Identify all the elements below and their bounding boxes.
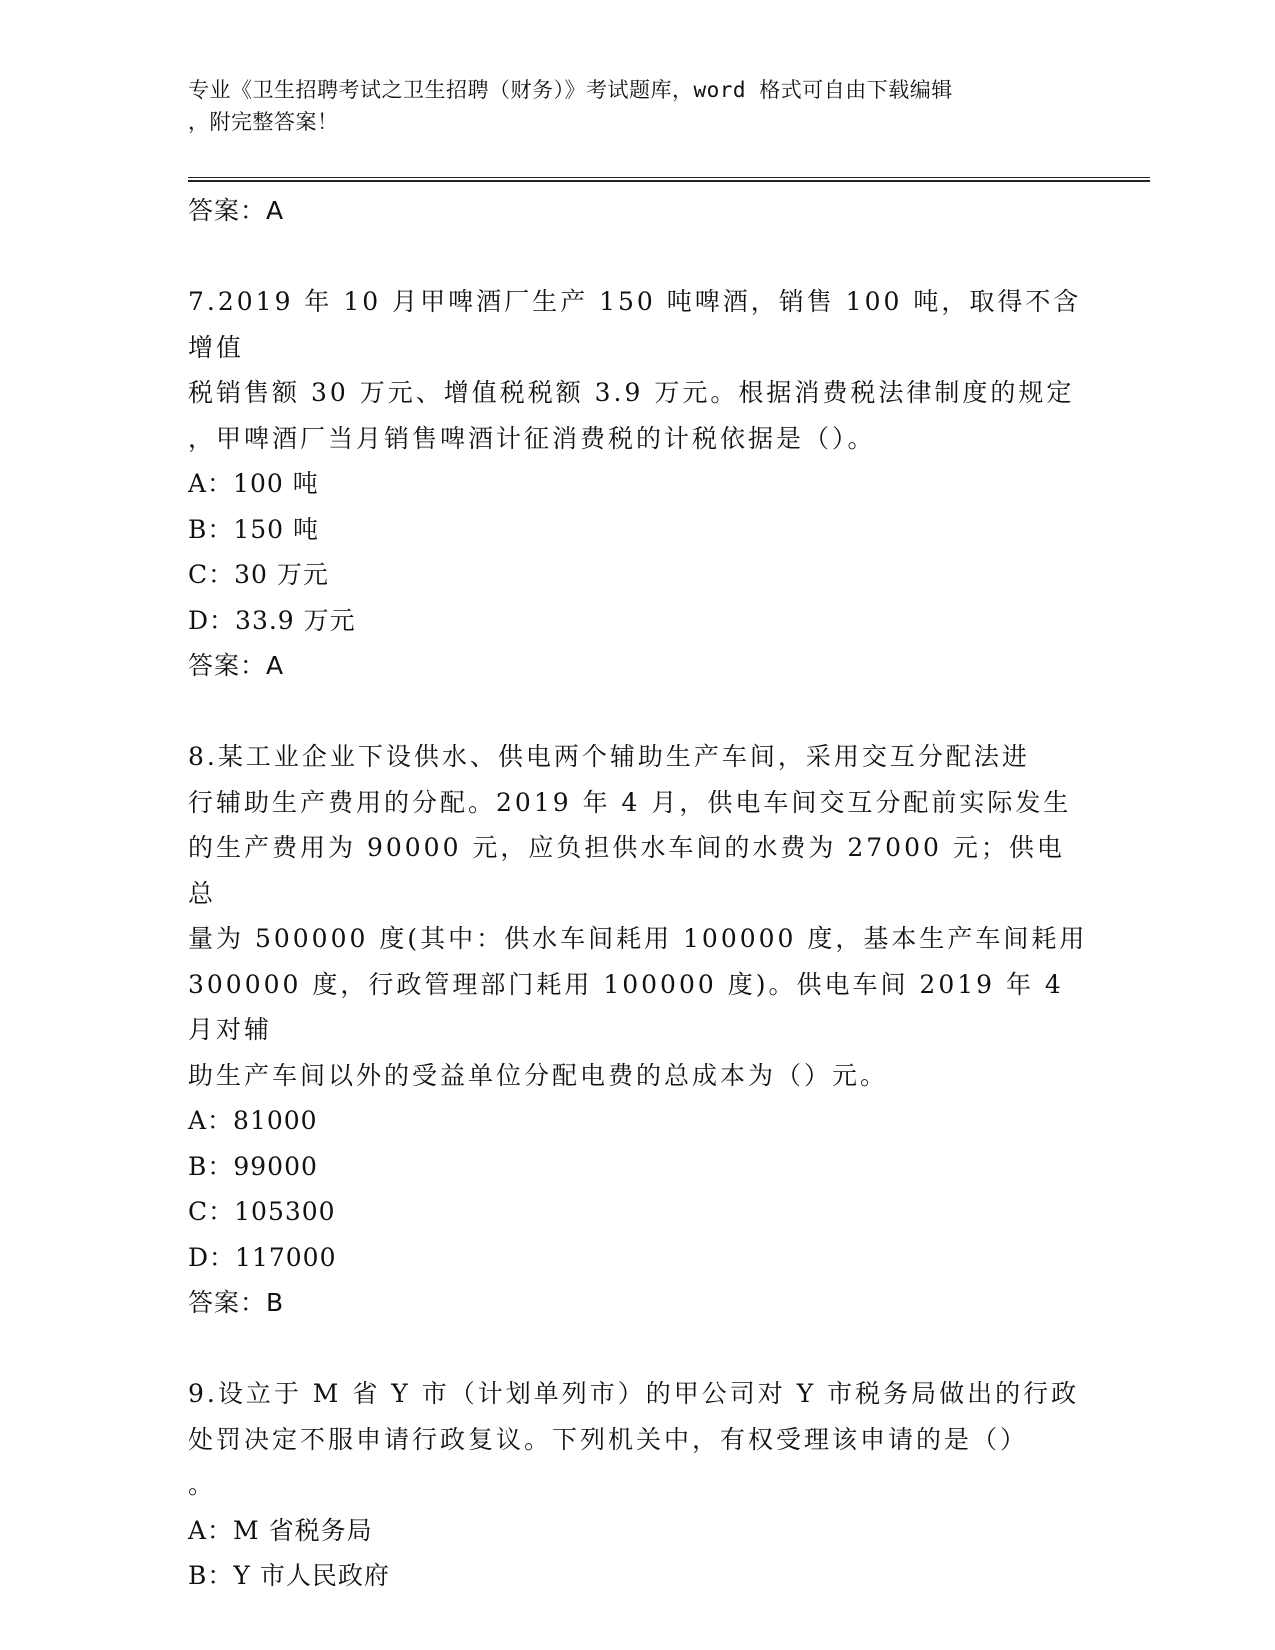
spacer <box>188 1326 1088 1371</box>
option-b: B：99000 <box>188 1151 318 1181</box>
option-a: A：81000 <box>188 1106 318 1135</box>
question-text-line: 。 <box>188 1470 217 1499</box>
document-body <box>188 188 1088 1599</box>
question-text-line: ，甲啤酒厂当月销售啤酒计征消费税的计税依据是（）。 <box>188 423 876 453</box>
option-a: A：100 吨 <box>188 469 319 498</box>
header-divider <box>188 177 1150 182</box>
answer-line: 答案：A <box>188 196 285 225</box>
answer-line: 答案：B <box>188 1288 285 1317</box>
question-block <box>188 734 1088 1326</box>
question-text-line: 助生产车间以外的受益单位分配电费的总成本为（）元。 <box>188 1060 889 1090</box>
question-text-line: 量为 500000 度(其中：供水车间耗用 100000 度，基本生产车间耗用 <box>188 924 1088 953</box>
header-line-2: ，附完整答案！ <box>188 110 339 134</box>
answer-line: 答案：A <box>188 651 285 680</box>
question-block <box>188 279 1088 689</box>
option-d: D：33.9 万元 <box>188 605 356 635</box>
option-b: B：150 吨 <box>188 514 320 544</box>
header-line-1: 专业《卫生招聘考试之卫生招聘（财务）》考试题库，word 格式可自由下载编辑 <box>188 78 953 102</box>
question-text-line: 税销售额 30 万元、增值税税额 3.9 万元。根据消费税法律制度的规定 <box>188 378 1075 407</box>
question-text-line: 7.2019 年 10 月甲啤酒厂生产 150 吨啤酒，销售 100 吨，取得不含增值 <box>188 287 1082 362</box>
question-text-line: 行辅助生产费用的分配。2019 年 4 月，供电车间交互分配前实际发生 <box>188 787 1072 817</box>
question-text-line: 处罚决定不服申请行政复议。下列机关中，有权受理该申请的是（） <box>188 1424 1029 1454</box>
question-text-line: 8.某工业企业下设供水、供电两个辅助生产车间，采用交互分配法进 <box>188 742 1030 771</box>
question-text-line: 300000 度，行政管理部门耗用 100000 度)。供电车间 2019 年 4 月对辅 <box>188 969 1075 1044</box>
question-text-line: 9.设立于 M 省 Y 市（计划单列市）的甲公司对 Y 市税务局做出的行政 <box>188 1379 1080 1408</box>
question-block <box>188 1371 1088 1599</box>
option-d: D：117000 <box>188 1242 337 1272</box>
spacer <box>188 689 1088 734</box>
spacer <box>188 234 1088 279</box>
page-header <box>188 74 1068 138</box>
question-text-line: 的生产费用为 90000 元，应负担供水车间的水费为 27000 元；供电总 <box>188 833 1065 908</box>
option-a: A：M 省税务局 <box>188 1515 373 1545</box>
option-c: C：30 万元 <box>188 560 329 589</box>
option-c: C：105300 <box>188 1197 336 1226</box>
option-b: B：Y 市人民政府 <box>188 1561 390 1590</box>
